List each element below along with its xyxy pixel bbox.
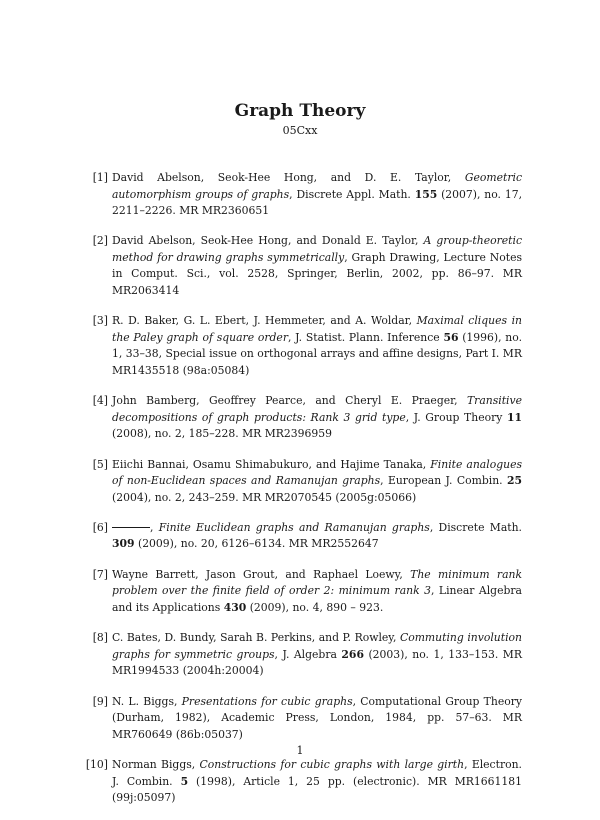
reference-item: [92, 457, 522, 507]
reference-number: [4]: [92, 394, 108, 408]
reference-title: Commuting involution graphs for symmetric groups: [112, 631, 522, 661]
reference-text-segment: (2007), no. 17, 2211–2226. MR MR2360651: [112, 187, 522, 217]
reference-number: [8]: [92, 631, 108, 645]
page-number: 1: [296, 744, 304, 757]
repeated-author-dash: [112, 527, 150, 528]
reference-number: [3]: [92, 314, 108, 328]
reference-volume: 25: [506, 474, 522, 488]
reference-title: A group-theoretic method for drawing graphs symmetrically: [112, 234, 522, 264]
reference-text-segment: , Discrete Appl. Math.: [289, 187, 415, 201]
reference-text-segment: David Abelson, Seok-Hee Hong, and D. E. Taylor,: [112, 171, 465, 184]
reference-text-segment: (1998), Article 1, 25 pp. (electronic). MR MR1661181 (99j:05097): [112, 774, 522, 805]
reference-number: [5]: [92, 457, 108, 471]
reference-text-segment: , Linear Algebra and its Applications: [112, 584, 522, 614]
reference-list: [85, 170, 523, 820]
reference-text-segment: N. L. Biggs,: [112, 694, 182, 708]
reference-text-segment: , J. Group Theory: [405, 410, 507, 424]
reference-text-segment: , Computational Group Theory (Durham, 1982), Academic Press, London, 1984, pp. 57–63. MR MR760649 (86b:05037): [112, 694, 522, 741]
reference-number: [1]: [92, 171, 108, 184]
reference-title: Constructions for cubic graphs with large girth: [199, 758, 465, 772]
reference-volume: 56: [443, 330, 459, 344]
reference-title: Presentations for cubic graphs: [181, 694, 353, 708]
reference-text: [112, 520, 522, 553]
reference-text-segment: John Bamberg, Geoffrey Pearce, and Cheryl E. Praeger,: [112, 394, 467, 408]
reference-text-segment: , Discrete Math.: [429, 520, 522, 534]
reference-text-segment: R. D. Baker, G. L. Ebert, J. Hemmeter, and A. Woldar,: [112, 314, 417, 328]
reference-title: Finite Euclidean graphs and Ramanujan graphs: [158, 520, 430, 534]
reference-text: [112, 567, 522, 617]
reference-text-segment: C. Bates, D. Bundy, Sarah B. Perkins, and P. Rowley,: [112, 631, 400, 645]
reference-text: [112, 393, 522, 443]
reference-item: [85, 757, 522, 807]
reference-title: Finite analogues of non-Euclidean spaces and Ramanujan graphs: [112, 457, 522, 488]
reference-volume: 5: [180, 774, 189, 788]
reference-text-segment: (2008), no. 2, 185–228. MR MR2396959: [112, 427, 332, 441]
reference-item: [92, 170, 522, 220]
reference-text: [112, 233, 522, 299]
reference-text-segment: , J. Algebra: [274, 647, 342, 661]
reference-volume: 11: [506, 410, 522, 424]
reference-text-segment: (2003), no. 1, 133–153. MR MR1994533 (2004h:20004): [112, 647, 522, 678]
reference-item: [92, 520, 522, 553]
reference-text: [112, 457, 522, 507]
reference-text-segment: Norman Biggs,: [112, 758, 200, 772]
reference-text: [112, 313, 522, 379]
reference-item: [92, 233, 522, 299]
reference-text-segment: , European J. Combin.: [380, 474, 507, 488]
reference-item: [92, 694, 522, 744]
reference-text-segment: , Graph Drawing, Lecture Notes in Comput. Sci., vol. 2528, Springer, Berlin, 2002, pp. 86–97. MR MR2063414: [112, 250, 522, 297]
reference-item: [92, 567, 523, 617]
reference-number: [7]: [92, 567, 108, 581]
reference-text-segment: , Electron. J. Combin.: [112, 758, 522, 788]
reference-text-segment: , J. Statist. Plann. Inference: [288, 330, 444, 344]
reference-volume: 430: [223, 600, 247, 614]
reference-text-segment: (1996), no. 1, 33–38, Special issue on orthogonal arrays and affine designs, Part I. MR MR1435518 (98a:05084): [112, 330, 523, 377]
reference-volume: 266: [341, 647, 364, 661]
reference-text-segment: Eiichi Bannai, Osamu Shimabukuro, and Hajime Tanaka,: [112, 457, 431, 471]
reference-text-segment: (2009), no. 4, 890 – 923.: [246, 600, 384, 614]
reference-number: [2]: [92, 234, 108, 248]
reference-text-segment: David Abelson, Seok-Hee Hong, and Donald E. Taylor,: [112, 234, 424, 248]
reference-item: [92, 393, 522, 443]
reference-volume: 309: [112, 537, 135, 551]
reference-number: [6]: [92, 520, 108, 534]
reference-item: [92, 630, 522, 680]
reference-text-segment: (2009), no. 20, 6126–6134. MR MR2552647: [134, 537, 379, 551]
reference-item: [92, 313, 523, 379]
reference-title: Transitive decompositions of graph products: Rank 3 grid type: [112, 394, 522, 424]
reference-number: [9]: [92, 694, 108, 708]
reference-text: [112, 757, 522, 807]
reference-text-segment: ,: [150, 520, 159, 534]
reference-title: Maximal cliques in the Paley graph of square order: [112, 314, 523, 344]
reference-number: [10]: [85, 758, 108, 772]
reference-text-segment: (2004), no. 2, 243–259. MR MR2070545 (2005g:05066): [112, 490, 417, 504]
page-subtitle: 05Cxx: [282, 124, 318, 137]
reference-title: Geometric automorphism groups of graphs: [112, 171, 522, 201]
reference-text: [112, 694, 522, 744]
reference-text: [112, 170, 522, 220]
reference-text: [112, 630, 522, 680]
page-title: Graph Theory: [234, 101, 366, 121]
reference-title: The minimum rank problem over the finite field of order 2: minimum rank 3: [112, 567, 523, 598]
reference-text-segment: Wayne Barrett, Jason Grout, and Raphael Loewy,: [112, 567, 411, 581]
reference-volume: 155: [414, 187, 438, 201]
